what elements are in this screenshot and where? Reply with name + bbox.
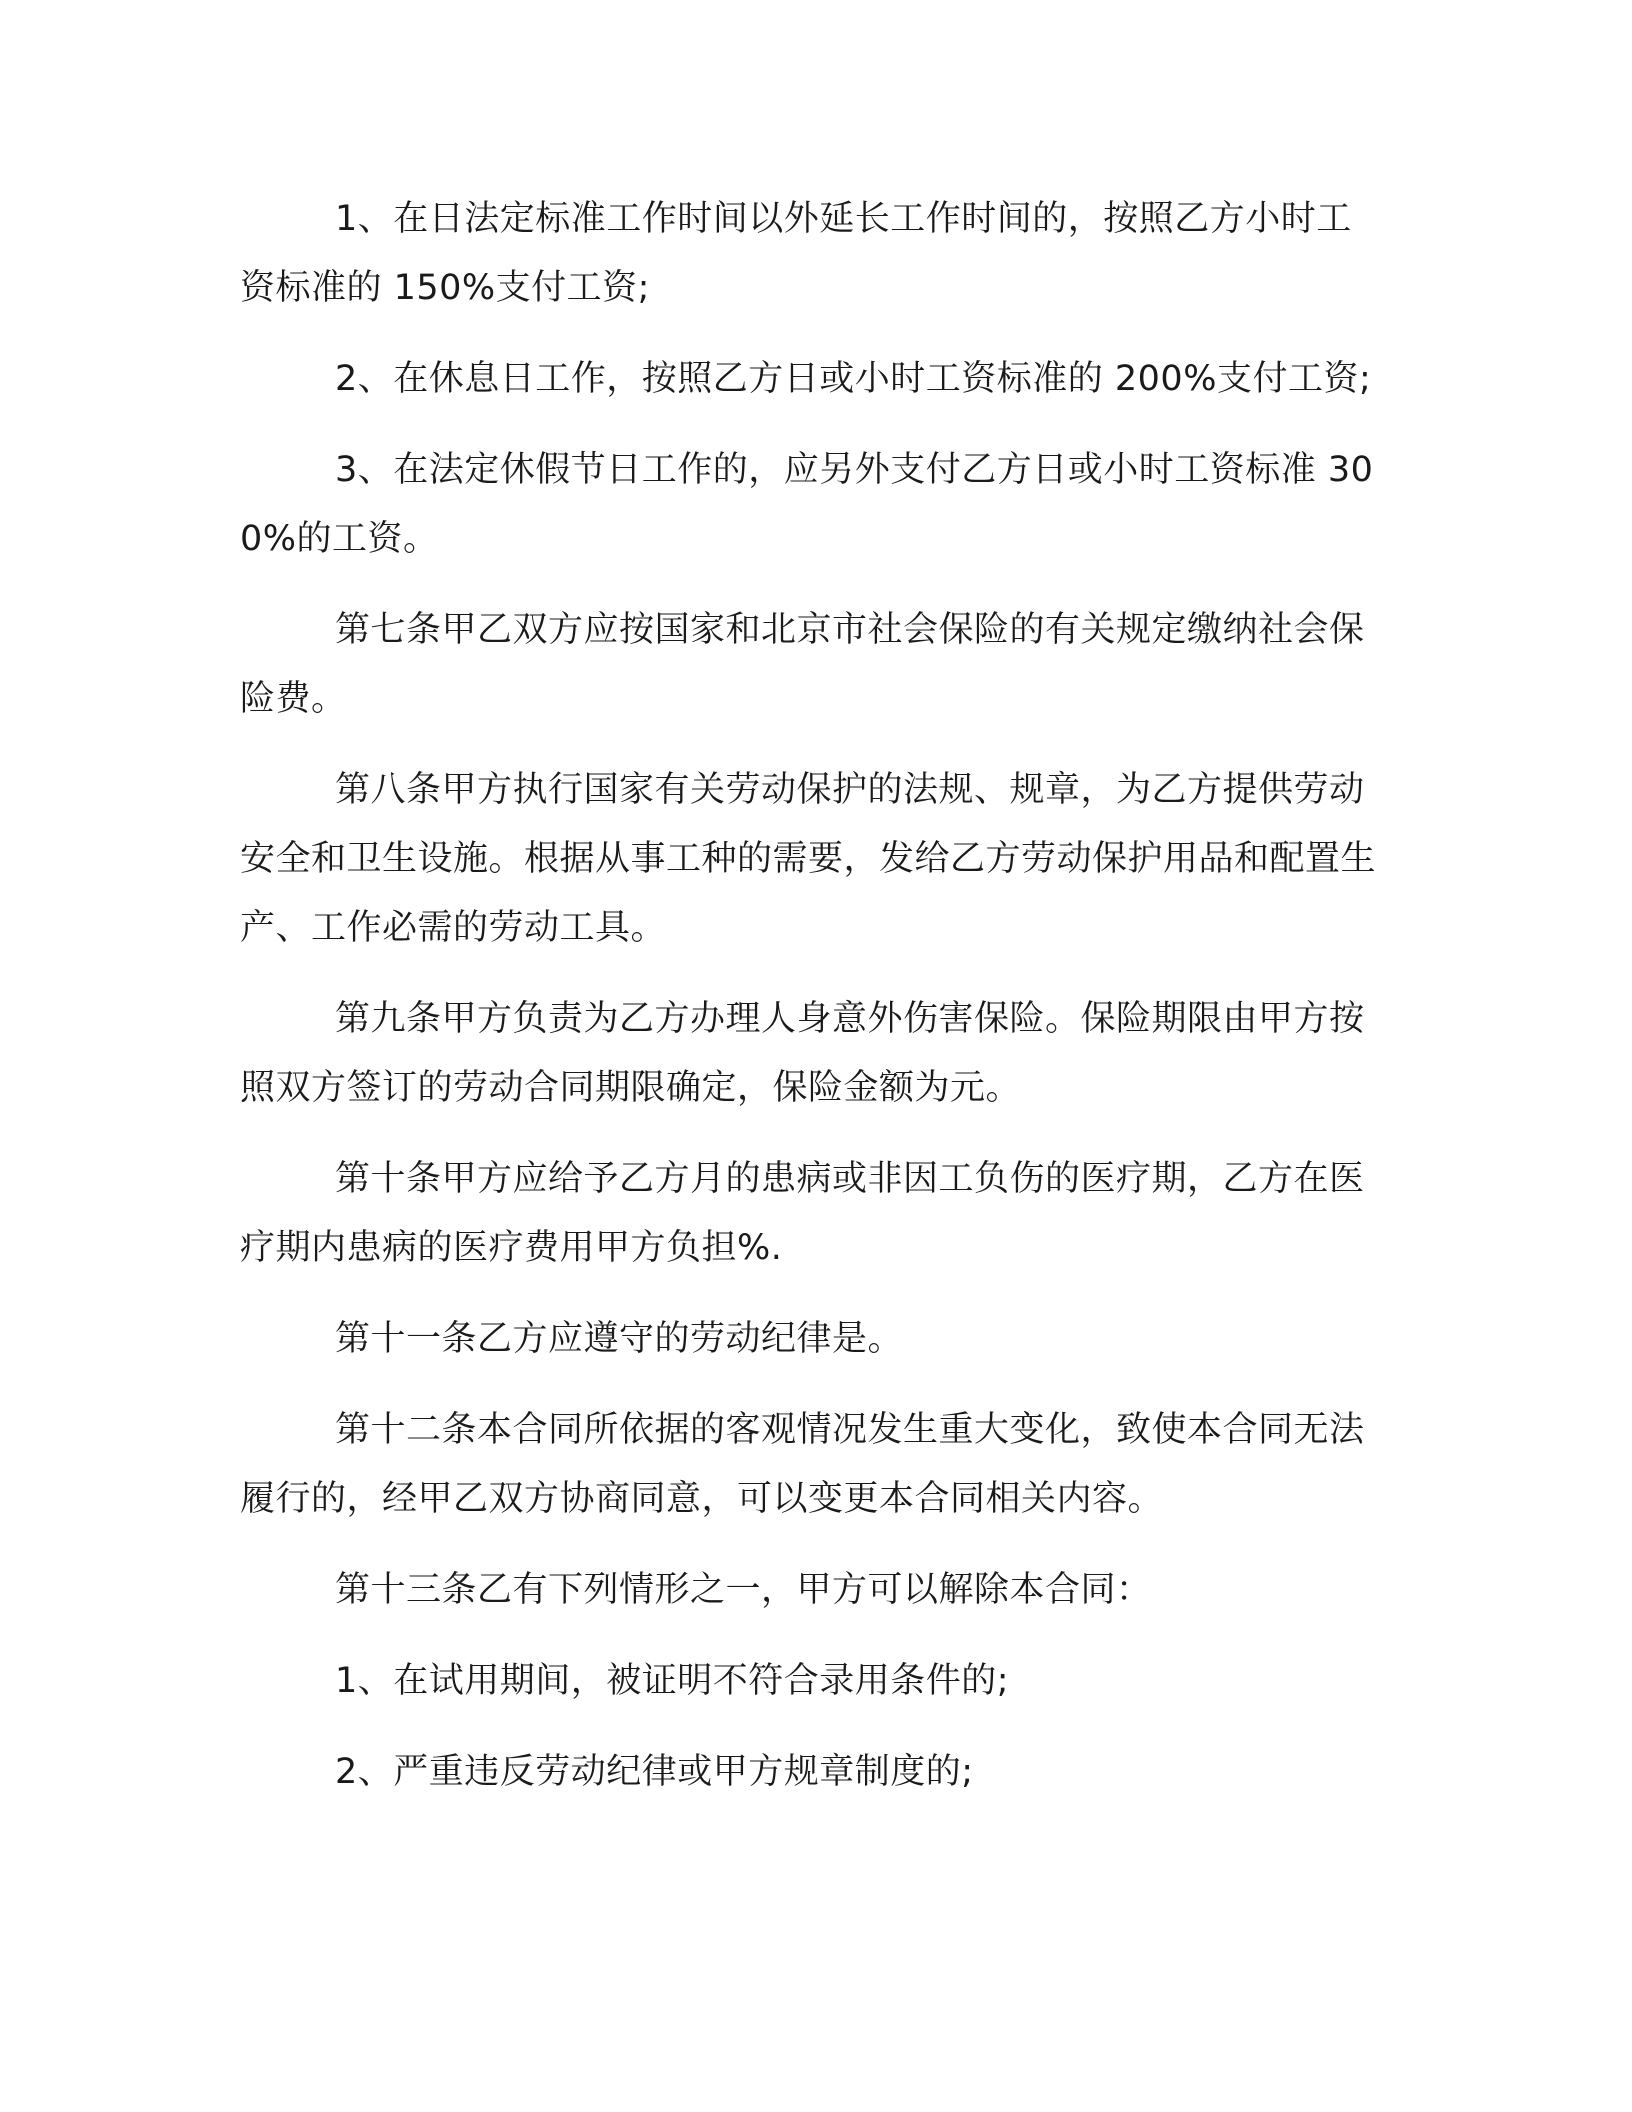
paragraph-article-11: 第十一条乙方应遵守的劳动纪律是。 bbox=[335, 1319, 904, 1359]
paragraph-overtime-holiday: 3、在法定休假节日工作的，应另外支付乙方日或小时工资标准 300%的工资。 bbox=[240, 450, 1374, 559]
paragraph-article-12: 第十二条本合同所依据的客观情况发生重大变化，致使本合同无法履行的，经甲乙双方协商同意，可以变更本合同相关内容。 bbox=[240, 1410, 1365, 1519]
paragraph-termination-item-2: 2、严重违反劳动纪律或甲方规章制度的; bbox=[335, 1752, 974, 1792]
paragraph-termination-item-1: 1、在试用期间，被证明不符合录用条件的; bbox=[335, 1661, 1010, 1701]
paragraph-article-7: 第七条甲乙双方应按国家和北京市社会保险的有关规定缴纳社会保险费。 bbox=[240, 610, 1365, 719]
paragraph-overtime-restday: 2、在休息日工作，按照乙方日或小时工资标准的 200%支付工资; bbox=[335, 359, 1372, 399]
paragraph-article-9: 第九条甲方负责为乙方办理人身意外伤害保险。保险期限由甲方按照双方签订的劳动合同期限确定，保险金额为元。 bbox=[240, 999, 1365, 1108]
paragraph-article-13: 第十三条乙有下列情形之一，甲方可以解除本合同： bbox=[335, 1570, 1152, 1610]
paragraph-overtime-weekday: 1、在日法定标准工作时间以外延长工作时间的，按照乙方小时工资标准的 150%支付工资; bbox=[240, 199, 1352, 308]
paragraph-article-8: 第八条甲方执行国家有关劳动保护的法规、规章，为乙方提供劳动安全和卫生设施。根据从事工种的需要，发给乙方劳动保护用品和配置生产、工作必需的劳动工具。 bbox=[240, 770, 1377, 948]
document-body bbox=[240, 185, 1380, 1829]
paragraph-article-10: 第十条甲方应给予乙方月的患病或非因工负伤的医疗期，乙方在医疗期内患病的医疗费用甲方负担%. bbox=[240, 1159, 1365, 1268]
